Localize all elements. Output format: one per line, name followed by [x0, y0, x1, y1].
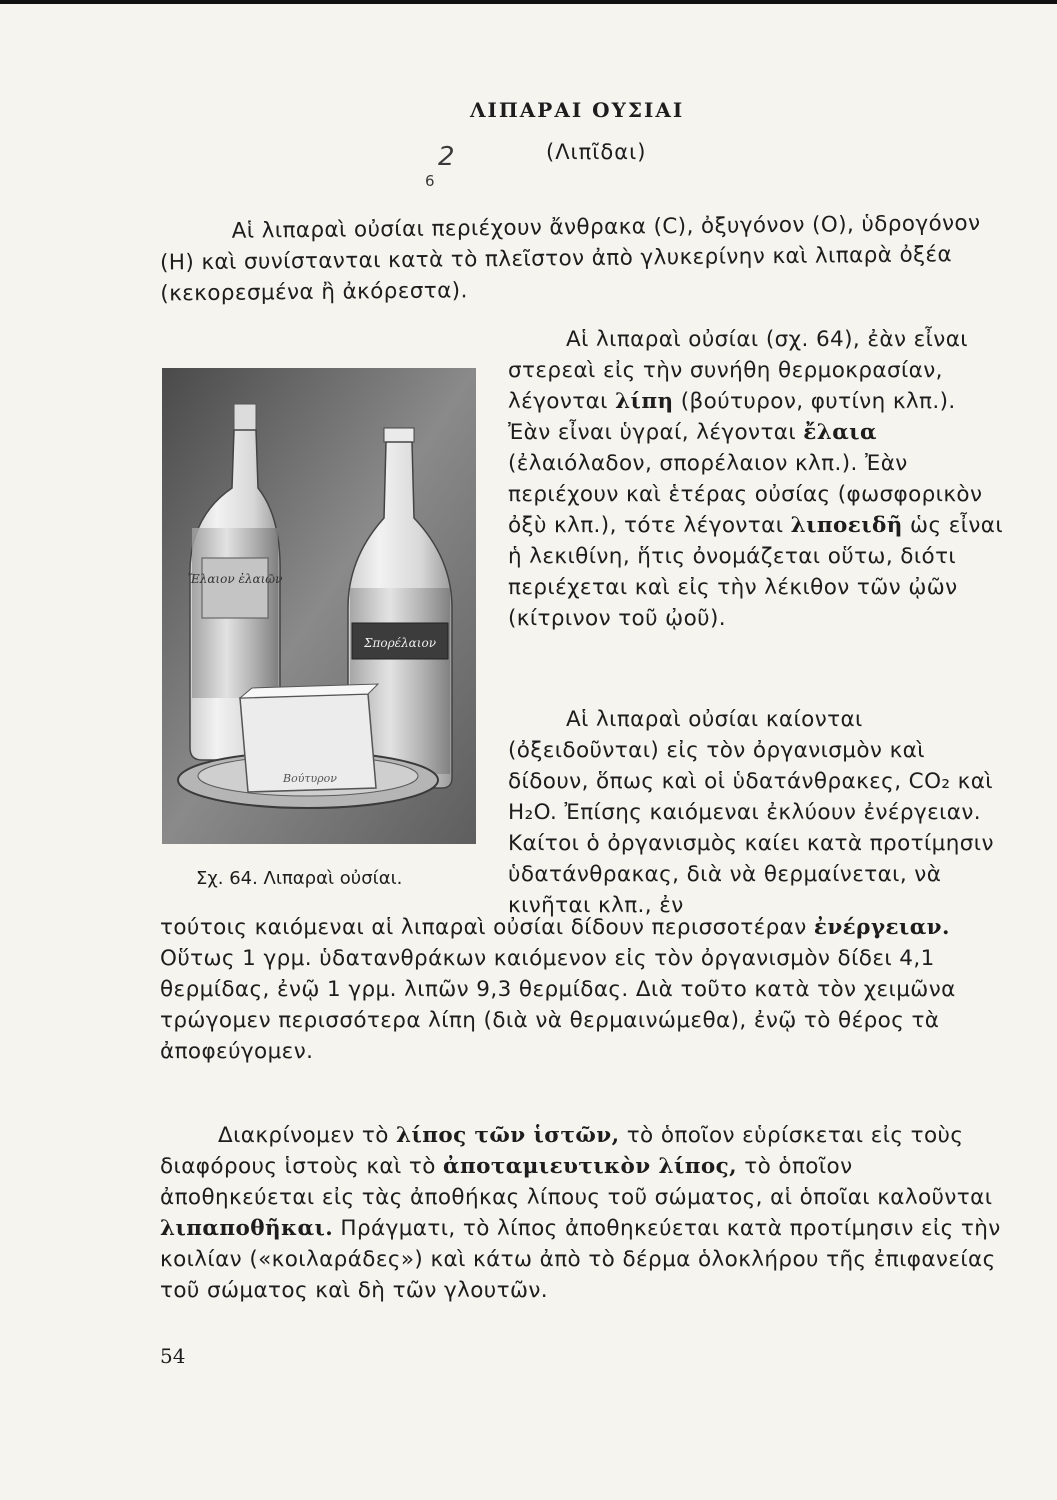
page-top-edge — [0, 0, 1057, 4]
page-subtitle: (Λιπῖδαι) — [546, 140, 647, 164]
p4-text-3: τὸ ὁποῖον ἀποθηκεύεται εἰς τὰς ἀποθήκας λίπους τοῦ σώματος, αἱ ὁποῖαι καλοῦνται — [160, 1154, 993, 1210]
p3-text-cont2: Οὕτως 1 γρμ. ὑδατανθράκων καιόμενον εἰς τὸν ὀργανισμὸν δίδει 4,1 θερμίδας, ἐνῷ 1 γρμ. λιπῶν 9,3 θερμίδας. Διὰ τοῦτο κατὰ τὸν χειμῶνα τρώγομεν περισσότερα λίπη (διὰ νὰ θερμαινώμεθα), ἐνῷ τὸ θέρος τὰ ἀποφεύγομεν. — [160, 946, 956, 1064]
p2-text-4: ὡς εἶναι ἡ λεκιθίνη, ἥτις ὀνομάζεται οὕτω, διότι περιέχεται καὶ εἰς τὴν λέκιθον τῶν ᾠῶν (κίτρινον τοῦ ᾠοῦ). — [508, 513, 1004, 631]
term-lipi: λίπη — [615, 389, 674, 414]
p2-text-3: (ἐλαιόλαδον, σπορέλαιον κλπ.). Ἐὰν περιέχουν καὶ ἑτέρας οὐσίας (φωσφορικὸν ὀξὺ κλπ.), τότε λέγονται — [508, 451, 983, 538]
paragraph-classification — [508, 324, 1004, 634]
p4-text-4: Πράγματι, τὸ λίπος ἀποθηκεύεται κατὰ προτίμησιν εἰς τὴν κοιλίαν («κοιλαράδες») καὶ κάτω ἀπὸ τὸ δέρμα ὁλοκλήρου τῆς ἐπιφανείας τοῦ σώματος καὶ δὴ τῶν γλουτῶν. — [160, 1216, 1001, 1303]
term-storage-fat: ἀποταμιευτικὸν λίπος, — [443, 1154, 738, 1179]
term-lipoeidi: λιποειδῆ — [790, 513, 903, 538]
photo-illustration — [162, 368, 476, 844]
p2-text-2: (βούτυρον, φυτίνη κλπ.). Ἐὰν εἶναι ὑγραί, λέγονται — [508, 389, 956, 445]
term-elaia: ἔλαια — [803, 420, 877, 445]
paragraph-fat-storage — [160, 1120, 1010, 1306]
p4-text-2: τὸ ὁποῖον εὑρίσκεται εἰς τοὺς διαφόρους ἱστοὺς καὶ τὸ — [160, 1123, 964, 1179]
term-tissue-fat: λίπος τῶν ἱστῶν, — [396, 1123, 620, 1148]
term-fat-depots: λιπαποθῆκαι. — [160, 1216, 334, 1241]
butter-label: Βούτυρον — [283, 772, 337, 785]
handwritten-mark: 2 — [438, 142, 455, 172]
p2-text-1: Αἱ λιπαραὶ οὐσίαι (σχ. 64), ἐὰν εἶναι στερεαὶ εἰς τὴν συνήθη θερμοκρασίαν, λέγονται — [508, 327, 968, 414]
paragraph-energy-continued — [160, 912, 1010, 1067]
paragraph-energy: Αἱ λιπαραὶ οὐσίαι καίονται (ὀξειδοῦνται) εἰς τὸν ὀργανισμὸν καὶ δίδουν, ὅπως καὶ οἱ ὑδατάνθρακες, CO₂ καὶ H₂O. Ἐπίσης καιόμεναι ἐκλύουν ἐνέργειαν. Καίτοι ὁ ὀργανισμὸς καίει κατὰ προτίμησιν ὑδατάνθρακας, διὰ νὰ θερμαίνεται, νὰ κινῆται κλπ., ἐν — [508, 707, 994, 918]
page-title: ΛΙΠΑΡΑΙ ΟΥΣΙΑΙ — [470, 98, 685, 122]
page-number: 54 — [160, 1344, 186, 1368]
bottle1-label: Ἔλαιον ἐλαιῶν — [187, 572, 283, 586]
figure-caption: Σχ. 64. Λιπαραὶ οὐσίαι. — [196, 868, 403, 889]
bottle2-label: Σπορέλαιον — [363, 636, 437, 650]
figure-fats-photo — [162, 368, 476, 844]
handwritten-mark-small: 6 — [425, 172, 435, 190]
p3-text-cont1: τούτοις καιόμεναι αἱ λιπαραὶ οὐσίαι δίδουν περισσοτέραν — [160, 915, 814, 940]
p4-text-1: Διακρίνομεν τὸ — [218, 1123, 396, 1148]
term-energeian: ἐνέργειαν. — [813, 915, 950, 940]
paragraph-intro: Αἱ λιπαραὶ οὐσίαι περιέχουν ἄνθρακα (C), ὀξυγόνον (O), ὑδρογόνον (H) καὶ συνίστανται κατὰ τὸ πλεῖστον ἀπὸ γλυκερίνην καὶ λιπαρὰ ὀξέα (κεκορεσμένα ἢ ἀκόρεστα). — [159, 210, 981, 307]
